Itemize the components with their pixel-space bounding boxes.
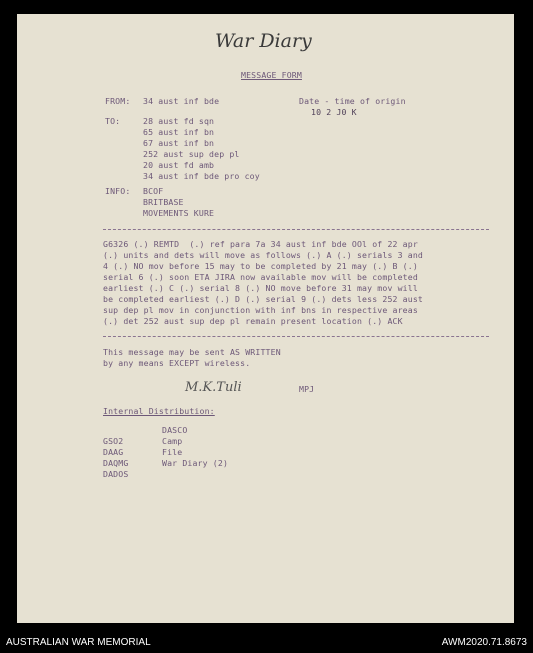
send-note-line: by any means EXCEPT wireless.	[103, 358, 251, 368]
distribution-dest: Camp	[162, 436, 183, 446]
send-note-line: This message may be sent AS WRITTEN	[103, 347, 281, 357]
divider	[103, 336, 489, 337]
message-line: G6326 (.) REMTD (.) ref para 7a 34 aust inf bde OOl of 22 apr	[103, 239, 418, 249]
distribution-dest: File	[162, 447, 183, 457]
to-line: 65 aust inf bn	[143, 127, 215, 137]
message-line: earliest (.) C (.) serial 8 (.) NO move before 31 may mov will	[103, 283, 418, 293]
signature-suffix: MPJ	[299, 384, 315, 394]
footer-credit: AUSTRALIAN WAR MEMORIAL	[6, 637, 151, 648]
divider	[103, 229, 489, 230]
from-label: FROM:	[105, 96, 131, 106]
form-title: MESSAGE FORM	[241, 70, 302, 80]
internal-distribution-title: Internal Distribution:	[103, 406, 215, 416]
handwritten-title: War Diary	[215, 30, 312, 52]
date-label: Date - time of origin	[299, 96, 406, 106]
to-line: 20 aust fd amb	[143, 160, 215, 170]
message-line: sup dep pl mov in conjunction with inf bns in respective areas	[103, 305, 418, 315]
distribution-code: DADOS	[103, 469, 129, 479]
message-line: serial 6 (.) soon ETA JIRA now available mov will be completed	[103, 272, 418, 282]
to-line: 252 aust sup dep pl	[143, 149, 240, 159]
distribution-code: DAQMG	[103, 458, 129, 468]
info-line: BRITBASE	[143, 197, 184, 207]
distribution-code: GSO2	[103, 436, 124, 446]
message-line: (.) det 252 aust sup dep pl remain present location (.) ACK	[103, 316, 403, 326]
distribution-dest: War Diary (2)	[162, 458, 229, 468]
info-label: INFO:	[105, 186, 131, 196]
signature: M.K.Tuli	[185, 380, 242, 395]
footer-accession: AWM2020.71.8673	[441, 637, 527, 648]
info-line: MOVEMENTS KURE	[143, 208, 215, 218]
message-line: (.) units and dets will move as follows (.) A (.) serials 3 and	[103, 250, 423, 260]
message-line: be completed earliest (.) D (.) serial 9 (.) dets less 252 aust	[103, 294, 423, 304]
document-page	[17, 14, 514, 623]
distribution-dest: DASCO	[162, 425, 188, 435]
date-value: 10 2 J0 K	[311, 107, 357, 117]
info-line: BCOF	[143, 186, 164, 196]
distribution-code: DAAG	[103, 447, 124, 457]
footer-bar	[0, 625, 533, 653]
to-line: 34 aust inf bde pro coy	[143, 171, 260, 181]
from-value: 34 aust inf bde	[143, 96, 220, 106]
to-line: 28 aust fd sqn	[143, 116, 215, 126]
to-label: TO:	[105, 116, 121, 126]
to-line: 67 aust inf bn	[143, 138, 215, 148]
message-line: 4 (.) NO mov before 15 may to be completed by 21 may (.) B (.)	[103, 261, 418, 271]
